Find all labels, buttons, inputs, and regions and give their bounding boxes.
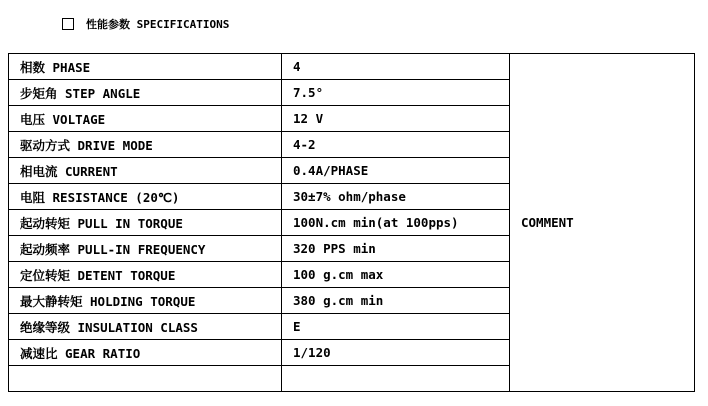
param-value: 100 g.cm max	[282, 262, 510, 288]
param-name: 相电流 CURRENT	[9, 158, 282, 184]
param-name: 绝缘等级 INSULATION CLASS	[9, 314, 282, 340]
param-value	[282, 366, 510, 392]
comment-header: COMMENT	[521, 215, 574, 230]
param-value: 380 g.cm min	[282, 288, 510, 314]
section-title: 性能参数 SPECIFICATIONS	[86, 18, 230, 31]
param-name: 驱动方式 DRIVE MODE	[9, 132, 282, 158]
param-value: 100N.cm min(at 100pps)	[282, 210, 510, 236]
param-name: 最大静转矩 HOLDING TORQUE	[9, 288, 282, 314]
param-value: 4-2	[282, 132, 510, 158]
param-value: 12 V	[282, 106, 510, 132]
param-value: 4	[282, 54, 510, 80]
param-name: 步矩角 STEP ANGLE	[9, 80, 282, 106]
param-name: 相数 PHASE	[9, 54, 282, 80]
param-value: 320 PPS min	[282, 236, 510, 262]
param-name: 电压 VOLTAGE	[9, 106, 282, 132]
param-name: 减速比 GEAR RATIO	[9, 340, 282, 366]
param-name: 起动频率 PULL-IN FREQUENCY	[9, 236, 282, 262]
param-value: 7.5°	[282, 80, 510, 106]
param-value: 0.4A/PHASE	[282, 158, 510, 184]
param-name	[9, 366, 282, 392]
param-name: 起动转矩 PULL IN TORQUE	[9, 210, 282, 236]
param-value: 30±7% ohm/phase	[282, 184, 510, 210]
param-value: E	[282, 314, 510, 340]
comment-column	[510, 54, 695, 392]
param-name: 电阻 RESISTANCE (20℃)	[9, 184, 282, 210]
specifications-table	[8, 53, 695, 392]
checkbox-icon	[62, 18, 74, 30]
param-value: 1/120	[282, 340, 510, 366]
table-row	[9, 54, 695, 80]
param-name: 定位转矩 DETENT TORQUE	[9, 262, 282, 288]
section-heading	[62, 14, 229, 34]
